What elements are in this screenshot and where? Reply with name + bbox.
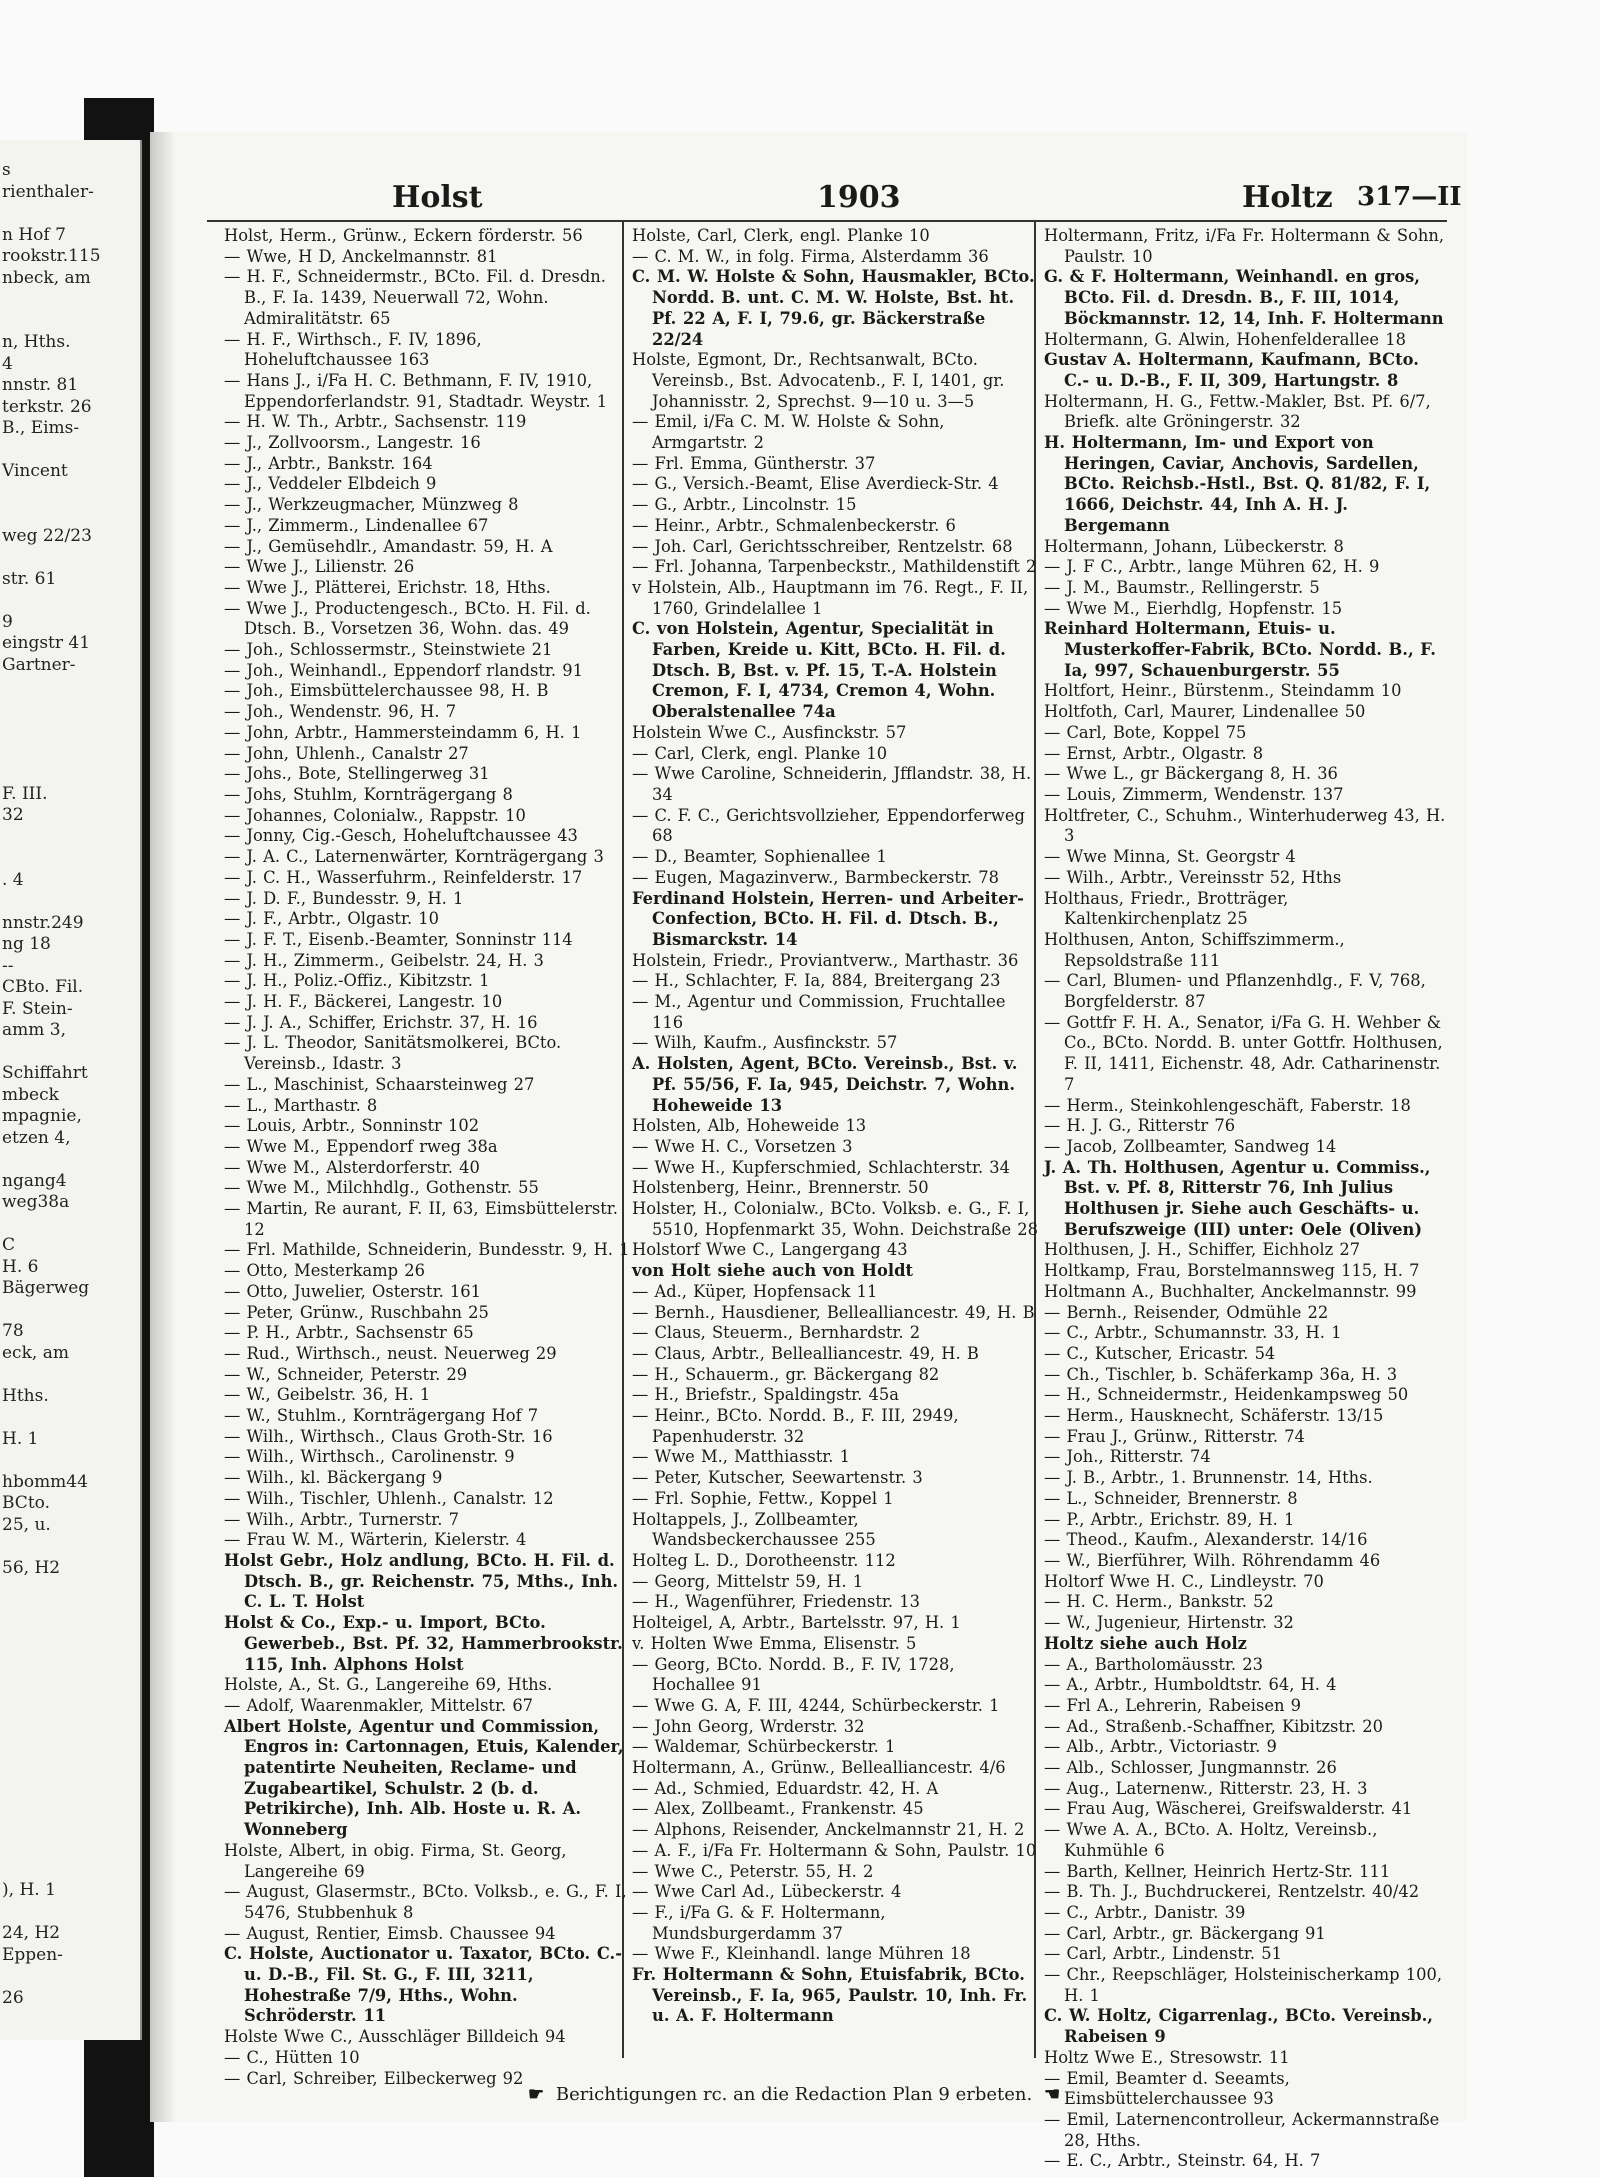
directory-entry: — Chr., Reepschläger, Holsteinischerkamp 100, H. 1 — [1044, 1965, 1443, 2005]
directory-entry: — H., Schlachter, F. Ia, 884, Breitergang 23 — [632, 971, 1001, 991]
directory-entry: — J., Veddeler Elbdeich 9 — [224, 474, 437, 494]
facing-page-text: F. Stein- — [2, 998, 73, 1019]
page-footer — [522, 2084, 1222, 2114]
directory-entry: — Wwe H. C., Vorsetzen 3 — [632, 1136, 853, 1156]
directory-entry: — John, Uhlenh., Canalstr 27 — [224, 743, 469, 763]
directory-entry: Holstein Wwe C., Ausfinckstr. 57 — [632, 722, 907, 742]
directory-entry: — Frl. Johanna, Tarpenbeckstr., Mathildenstift 2 — [632, 557, 1037, 577]
directory-entry: Holthusen, J. H., Schiffer, Eichholz 27 — [1044, 1240, 1361, 1260]
facing-page-text: eingstr 41 — [2, 633, 91, 653]
facing-page-text: 9 — [2, 611, 13, 632]
facing-page-text: Schiffahrt — [2, 1063, 88, 1083]
directory-entry: — J. F., Arbtr., Olgastr. 10 — [224, 909, 440, 929]
directory-entry: C. M. W. Holste & Sohn, Hausmakler, BCto. Nordd. B. unt. C. M. W. Holste, Bst. ht. Pf. 22 A, F. I, 79.6, gr. Bäckerstraße 22/24 — [632, 267, 1035, 349]
pointing-hand-icon: ☛ — [528, 2084, 545, 2105]
directory-entry: Holtz siehe auch Holz — [1044, 1633, 1247, 1653]
directory-entry: — Ad., Schmied, Eduardstr. 42, H. A — [632, 1778, 939, 1798]
facing-page-text: Hths. — [2, 1385, 49, 1406]
directory-entry: — Frau W. M., Wärterin, Kielerstr. 4 — [224, 1530, 527, 1550]
directory-entry: H. Holtermann, Im- und Export von Heringen, Caviar, Anchovis, Sardellen, BCto. Reichsb.-Hstl., Bst. Q. 81/82, F. I, 1666, Deichstr. 44, Inh A. H. J. Bergemann — [1044, 433, 1431, 535]
directory-entry: Holstenberg, Heinr., Brennerstr. 50 — [632, 1178, 929, 1198]
directory-entry: — H., Briefstr., Spaldingstr. 45a — [632, 1385, 899, 1405]
directory-entry: — Wwe Minna, St. Georgstr 4 — [1044, 847, 1296, 867]
column-2 — [632, 226, 1040, 2056]
facing-page-text: Bägerweg — [2, 1278, 90, 1298]
directory-entry: A. Holsten, Agent, BCto. Vereinsb., Bst. v. Pf. 55/56, F. Ia, 945, Deichstr. 7, Wohn. Hoheweide 13 — [632, 1054, 1018, 1115]
directory-entry: — A., Arbtr., Humboldtstr. 64, H. 4 — [1044, 1675, 1337, 1695]
directory-entry: — Peter, Grünw., Ruschbahn 25 — [224, 1302, 489, 1322]
facing-page-text: H. 6 — [2, 1256, 39, 1277]
directory-entry: — J. F C., Arbtr., lange Mühren 62, H. 9 — [1044, 557, 1380, 577]
facing-page-text: ngang4 — [2, 1170, 67, 1191]
directory-entry: Holsten, Alb, Hoheweide 13 — [632, 1116, 867, 1136]
directory-entry: — Emil, i/Fa C. M. W. Holste & Sohn, Armgartstr. 2 — [632, 412, 945, 453]
directory-entry: — Ad., Straßenb.-Schaffner, Kibitzstr. 20 — [1044, 1716, 1384, 1736]
directory-entry: — Jacob, Zollbeamter, Sandweg 14 — [1044, 1136, 1337, 1156]
directory-entry: — H. W. Th., Arbtr., Sachsenstr. 119 — [224, 412, 527, 432]
directory-entry: — C., Arbtr., Danistr. 39 — [1044, 1902, 1246, 1922]
directory-entry: — Martin, Re aurant, F. II, 63, Eimsbüttelerstr. 12 — [224, 1199, 618, 1239]
directory-entry: Holtermann, Johann, Lübeckerstr. 8 — [1044, 536, 1344, 556]
directory-page — [150, 132, 1467, 2171]
facing-page-text: H. 1 — [2, 1428, 39, 1449]
facing-page-text: str. 61 — [2, 568, 57, 589]
directory-entry: — Eugen, Magazinverw., Barmbeckerstr. 78 — [632, 867, 999, 887]
directory-entry: — A., Bartholomäusstr. 23 — [1044, 1654, 1263, 1674]
directory-entry: — Carl, Clerk, engl. Planke 10 — [632, 743, 888, 763]
facing-page-fragment — [0, 140, 142, 2040]
facing-page-text: rookstr.115 — [2, 246, 101, 266]
directory-entry: — Heinr., Arbtr., Schmalenbeckerstr. 6 — [632, 515, 956, 535]
directory-entry: — J. C. H., Wasserfuhrm., Reinfelderstr. 17 — [224, 867, 583, 887]
directory-entry: — August, Glasermstr., BCto. Volksb., e. G., F. I, 5476, Stubbenhuk 8 — [224, 1882, 627, 1922]
directory-entry: — Claus, Arbtr., Bellealliancestr. 49, H. B — [632, 1343, 979, 1363]
directory-entry: Holtorf Wwe H. C., Lindleystr. 70 — [1044, 1571, 1324, 1591]
directory-entry: — Wilh., Tischler, Uhlenh., Canalstr. 12 — [224, 1488, 554, 1508]
facing-page-text: CBto. Fil. — [2, 977, 84, 997]
directory-entry: — Joh., Ritterstr. 74 — [1044, 1447, 1211, 1467]
directory-entry: — Ernst, Arbtr., Olgastr. 8 — [1044, 743, 1264, 763]
directory-entry: Holste, Carl, Clerk, engl. Planke 10 — [632, 226, 930, 245]
directory-entry: — E. C., Arbtr., Steinstr. 64, H. 7 — [1044, 2151, 1321, 2171]
directory-entry: J. A. Th. Holthusen, Agentur u. Commiss., Bst. v. Pf. 8, Ritterstr 76, Inh Julius Holthusen jr. Siehe auch Geschäfts- u. Berufszweige (III) unter: Oele (Oliven) — [1044, 1157, 1431, 1239]
pointing-hand-icon: ☚ — [1043, 2084, 1061, 2105]
directory-entry: — Wilh., Wirthsch., Claus Groth-Str. 16 — [224, 1426, 553, 1446]
directory-entry: G. & F. Holtermann, Weinhandl. en gros, BCto. Fil. d. Dresdn. B., F. III, 1014, Böckmannstr. 12, 14, Inh. F. Holtermann — [1044, 267, 1444, 328]
directory-entry: Holste, A., St. G., Langereihe 69, Hths. — [224, 1675, 553, 1695]
directory-entry: Holtfreter, C., Schuhm., Winterhuderweg 43, H. 3 — [1044, 805, 1446, 846]
directory-entry: — Johs., Bote, Stellingerweg 31 — [224, 764, 490, 784]
directory-entry: — P., Arbtr., Erichstr. 89, H. 1 — [1044, 1509, 1295, 1529]
directory-entry: — J., Zollvoorsm., Langestr. 16 — [224, 433, 481, 453]
directory-entry: Holtkamp, Frau, Borstelmannsweg 115, H. 7 — [1044, 1261, 1420, 1281]
directory-entry: — Peter, Kutscher, Seewartenstr. 3 — [632, 1468, 923, 1488]
facing-page-text: n, Hths. — [2, 332, 71, 352]
directory-entry: — Theod., Kaufm., Alexanderstr. 14/16 — [1044, 1530, 1368, 1550]
directory-entry: — C. M. W., in folg. Firma, Alsterdamm 36 — [632, 246, 989, 266]
directory-entry: — G., Versich.-Beamt, Elise Averdieck-Str. 4 — [632, 474, 999, 494]
facing-page-text: Vincent — [2, 461, 68, 481]
directory-entry: — Ch., Tischler, b. Schäferkamp 36a, H. 3 — [1044, 1364, 1398, 1384]
directory-entry: — Otto, Juwelier, Osterstr. 161 — [224, 1281, 482, 1301]
facing-page-text: 32 — [2, 805, 24, 825]
facing-page-text: 4 — [2, 353, 13, 374]
facing-page-text: nbeck, am — [2, 267, 91, 288]
directory-entry: C. von Holstein, Agentur, Specialität in Farben, Kreide u. Kitt, BCto. H. Fil. d. Dtsch. B, Bst. v. Pf. 15, T.-A. Holstein Cremon, F. I, 4734, Cremon 4, Wohn. Oberalstenallee 74a — [632, 619, 1006, 722]
facing-page-text: -- — [2, 955, 14, 976]
directory-entry: — Emil, Laternencontrolleur, Ackermannstraße 28, Hths. — [1044, 2109, 1440, 2150]
directory-entry: — Georg, BCto. Nordd. B., F. IV, 1728, Hochallee 91 — [632, 1654, 955, 1695]
facing-page-text: . 4 — [2, 869, 24, 890]
directory-entry: — Alb., Schlosser, Jungmannstr. 26 — [1044, 1758, 1337, 1778]
directory-entry: — W., Bierführer, Wilh. Röhrendamm 46 — [1044, 1551, 1381, 1570]
directory-entry: — J. A. C., Laternenwärter, Kornträgergang 3 — [224, 847, 604, 867]
directory-entry: Albert Holste, Agentur und Commission, Engros in: Cartonnagen, Etuis, Kalender, patentirte Neuheiten, Reclame- und Zugabeartikel, Schulstr. 2 (b. d. Petrikirche), Inh. Alb. Hoste u. R. A. Wonneberg — [224, 1716, 624, 1840]
directory-entry: — J. J. A., Schiffer, Erichstr. 37, H. 16 — [224, 1012, 538, 1032]
directory-entry: — John Georg, Wrderstr. 32 — [632, 1716, 865, 1736]
directory-entry: — Joh. Carl, Gerichtsschreiber, Rentzelstr. 68 — [632, 536, 1013, 556]
directory-entry: — C., Kutscher, Ericastr. 54 — [1044, 1343, 1276, 1363]
header-last-name: Holtz — [1242, 180, 1333, 215]
facing-page-text: 25, u. — [2, 1514, 51, 1535]
directory-entry: — Georg, Mittelstr 59, H. 1 — [632, 1571, 864, 1591]
directory-entry: Holtappels, J., Zollbeamter, Wandsbeckerchaussee 255 — [632, 1509, 876, 1550]
directory-entry: — Wwe J., Productengesch., BCto. H. Fil. d. Dtsch. B., Vorsetzen 36, Wohn. das. 49 — [224, 598, 591, 639]
directory-entry: — J., Werkzeugmacher, Münzweg 8 — [224, 495, 519, 515]
directory-entry: — John, Arbtr., Hammersteindamm 6, H. 1 — [224, 722, 582, 742]
directory-entry: — A. F., i/Fa Fr. Holtermann & Sohn, Paulstr. 10 — [632, 1840, 1037, 1860]
directory-entry: — Wwe A. A., BCto. A. Holtz, Vereinsb., Kuhmühle 6 — [1044, 1820, 1378, 1860]
directory-entry: C. Holste, Auctionator u. Taxator, BCto. C.- u. D.-B., Fil. St. G., F. III, 3211, Hohestraße 7/9, Hths., Wohn. Schröderstr. 11 — [224, 1944, 622, 2026]
directory-entry: Holste, Albert, in obig. Firma, St. Georg, Langereihe 69 — [224, 1840, 567, 1881]
page-header — [152, 180, 1467, 220]
directory-entry: — L., Marthastr. 8 — [224, 1095, 378, 1115]
directory-entry: Holthusen, Anton, Schiffszimmerm., Repsoldstraße 111 — [1044, 929, 1345, 970]
facing-page-text: eck, am — [2, 1342, 69, 1363]
facing-page-text: nnstr. 81 — [2, 375, 79, 395]
directory-entry: — Wilh., Arbtr., Turnerstr. 7 — [224, 1509, 459, 1529]
directory-entry: — H., Wagenführer, Friedenstr. 13 — [632, 1592, 920, 1612]
directory-entry: — Rud., Wirthsch., neust. Neuerweg 29 — [224, 1343, 557, 1363]
directory-entry: — Frl. Sophie, Fettw., Koppel 1 — [632, 1488, 894, 1508]
directory-entry: v. Holten Wwe Emma, Elisenstr. 5 — [632, 1633, 917, 1653]
directory-entry: Holtfoth, Carl, Maurer, Lindenallee 50 — [1044, 702, 1366, 722]
column-1 — [224, 226, 632, 2088]
directory-entry: — Wwe G. A, F. III, 4244, Schürbeckerstr. 1 — [632, 1695, 1000, 1715]
facing-page-text: Gartner- — [2, 654, 76, 675]
directory-entry: — Emil, Beamter d. Seeamts, Eimsbüttelerchaussee 93 — [1044, 2068, 1290, 2109]
page-number: 317—II — [1357, 182, 1462, 212]
directory-entry: — Frau Aug, Wäscherei, Greifswalderstr. 41 — [1044, 1799, 1413, 1819]
directory-entry: — Claus, Steuerm., Bernhardstr. 2 — [632, 1323, 921, 1343]
directory-entry: — Wwe C., Peterstr. 55, H. 2 — [632, 1861, 874, 1881]
facing-page-text: amm 3, — [2, 1020, 66, 1040]
directory-entry: Holtermann, H. G., Fettw.-Makler, Bst. Pf. 6/7, Briefk. alte Gröningerstr. 32 — [1044, 391, 1431, 432]
directory-entry: — Wilh., kl. Bäckergang 9 — [224, 1468, 443, 1488]
directory-entry: — J. H., Zimmerm., Geibelstr. 24, H. 3 — [224, 950, 544, 970]
directory-entry: — Adolf, Waarenmakler, Mittelstr. 67 — [224, 1695, 534, 1715]
directory-entry: — Frl A., Lehrerin, Rabeisen 9 — [1044, 1695, 1301, 1715]
directory-entry: — Wwe L., gr Bäckergang 8, H. 36 — [1044, 764, 1338, 784]
facing-page-text: 78 — [2, 1321, 24, 1341]
directory-entry: Holst Gebr., Holz andlung, BCto. H. Fil. d. Dtsch. B., gr. Reichenstr. 75, Mths., Inh. C. L. T. Holst — [224, 1551, 619, 1612]
facing-page-text: weg38a — [2, 1192, 70, 1212]
directory-entry: — Johannes, Colonialw., Rappstr. 10 — [224, 805, 526, 825]
directory-entry: v Holstein, Alb., Hauptmann im 76. Regt., F. II, 1760, Grindelallee 1 — [632, 577, 1029, 618]
directory-entry: — Herm., Steinkohlengeschäft, Faberstr. 18 — [1044, 1095, 1411, 1115]
facing-page-text: mpagnie, — [2, 1106, 82, 1126]
directory-entry: — Alphons, Reisender, Anckelmannstr 21, H. 2 — [632, 1820, 1025, 1840]
directory-entry: — Wilh., Arbtr., Vereinsstr 52, Hths — [1044, 867, 1342, 887]
directory-entry: — J. F. T., Eisenb.-Beamter, Sonninstr 114 — [224, 929, 573, 949]
directory-entry: — J. M., Baumstr., Rellingerstr. 5 — [1044, 577, 1320, 597]
directory-entry: — Herm., Hausknecht, Schäferstr. 13/15 — [1044, 1406, 1384, 1426]
directory-entry: — J., Arbtr., Bankstr. 164 — [224, 453, 433, 473]
directory-entry: — Joh., Wendenstr. 96, H. 7 — [224, 702, 457, 722]
directory-entry: — W., Jugenieur, Hirtenstr. 32 — [1044, 1613, 1294, 1633]
facing-page-text: C — [2, 1235, 16, 1255]
directory-entry: — L., Schneider, Brennerstr. 8 — [1044, 1488, 1298, 1508]
directory-entry: Holstorf Wwe C., Langergang 43 — [632, 1240, 908, 1260]
facing-page-text: nnstr.249 — [2, 912, 84, 933]
directory-entry: — H. F., Schneidermstr., BCto. Fil. d. Dresdn. B., F. Ia. 1439, Neuerwall 72, Wohn. Admiralitätstr. 65 — [224, 267, 606, 328]
directory-entry: Holtermann, Fritz, i/Fa Fr. Holtermann & Sohn, Paulstr. 10 — [1044, 226, 1445, 266]
directory-entry: — Carl, Blumen- und Pflanzenhdlg., F. V, 768, Borgfelderstr. 87 — [1044, 971, 1426, 1012]
directory-entry: — Gottfr F. H. A., Senator, i/Fa G. H. Wehber & Co., BCto. Nordd. B. unter Gottfr. Holthusen, F. II, 1411, Eichenstr. 48, Adr. Catharinenstr. 7 — [1044, 1012, 1443, 1094]
directory-entry: — Waldemar, Schürbeckerstr. 1 — [632, 1737, 896, 1757]
directory-entry: — F., i/Fa G. & F. Holtermann, Mundsburgerdamm 37 — [632, 1902, 886, 1943]
directory-entry: — Wwe, H D, Anckelmannstr. 81 — [224, 246, 498, 266]
directory-entry: — H., Schneidermstr., Heidenkampsweg 50 — [1044, 1385, 1409, 1405]
directory-entry: — Wwe M., Alsterdorferstr. 40 — [224, 1157, 480, 1177]
directory-entry: — Wilh, Kaufm., Ausfinckstr. 57 — [632, 1033, 898, 1053]
directory-entry: — P. H., Arbtr., Sachsenstr 65 — [224, 1323, 474, 1343]
directory-entry: Holste, Egmont, Dr., Rechtsanwalt, BCto. Vereinsb., Bst. Advocatenb., F. I, 1401, gr. Johannisstr. 2, Sprechst. 9—10 u. 3—5 — [632, 350, 1005, 411]
directory-entry: — L., Maschinist, Schaarsteinweg 27 — [224, 1074, 535, 1094]
directory-entry: — Louis, Arbtr., Sonninstr 102 — [224, 1116, 480, 1136]
facing-page-text: ), H. 1 — [2, 1880, 56, 1900]
directory-entry: — Joh., Schlossermstr., Steinstwiete 21 — [224, 640, 553, 660]
directory-entry: Holtfort, Heinr., Bürstenm., Steindamm 10 — [1044, 681, 1402, 701]
directory-entry: — Frl. Mathilde, Schneiderin, Bundesstr. 9, H. 1 — [224, 1240, 630, 1260]
directory-entry: Holtermann, A., Grünw., Bellealliancestr. 4/6 — [632, 1758, 1006, 1778]
directory-entry: — Barth, Kellner, Heinrich Hertz-Str. 111 — [1044, 1861, 1391, 1881]
directory-entry: — H. C. Herm., Bankstr. 52 — [1044, 1592, 1274, 1612]
directory-entry: Gustav A. Holtermann, Kaufmann, BCto. C.- u. D.-B., F. II, 309, Hartungstr. 8 — [1044, 350, 1419, 390]
facing-page-text: ng 18 — [2, 934, 51, 954]
directory-entry: — Jonny, Cig.-Gesch, Hoheluftchaussee 43 — [224, 826, 578, 846]
directory-entry: Reinhard Holtermann, Etuis- u. Musterkoffer-Fabrik, BCto. Nordd. B., F. Ia, 997, Schauenburgerstr. 55 — [1044, 619, 1436, 680]
facing-page-text: terkstr. 26 — [2, 396, 92, 417]
directory-entry: — C., Arbtr., Schumannstr. 33, H. 1 — [1044, 1323, 1342, 1343]
directory-entry: Ferdinand Holstein, Herren- und Arbeiter-Confection, BCto. H. Fil. d. Dtsch. B., Bismarckstr. 14 — [632, 888, 1024, 949]
directory-entry: Holstein, Friedr., Proviantverw., Marthastr. 36 — [632, 950, 1019, 970]
directory-entry: — Frl. Emma, Güntherstr. 37 — [632, 453, 876, 473]
directory-entry: — J., Zimmerm., Lindenallee 67 — [224, 515, 489, 535]
directory-entry: — Bernh., Hausdiener, Bellealliancestr. 49, H. B — [632, 1302, 1035, 1322]
facing-page-text: rienthaler- — [2, 181, 94, 202]
directory-entry: — J., Gemüsehdlr., Amandastr. 59, H. A — [224, 536, 553, 556]
directory-entry: — Joh., Weinhandl., Eppendorf rlandstr. 91 — [224, 660, 583, 680]
directory-entry: — Heinr., BCto. Nordd. B., F. III, 2949, Papenhuderstr. 32 — [632, 1406, 959, 1446]
directory-entry: — J. L. Theodor, Sanitätsmolkerei, BCto. Vereinsb., Idastr. 3 — [224, 1033, 562, 1074]
directory-entry: — Ad., Küper, Hopfensack 11 — [632, 1281, 878, 1301]
directory-entry: Holste Wwe C., Ausschläger Billdeich 94 — [224, 2027, 566, 2047]
directory-entry: Holtz Wwe E., Stresowstr. 11 — [1044, 2047, 1290, 2067]
directory-entry: — H. J. G., Ritterstr 76 — [1044, 1116, 1236, 1136]
facing-page-text: BCto. — [2, 1493, 50, 1513]
header-year: 1903 — [817, 180, 901, 215]
directory-entry: — Aug., Laternenw., Ritterstr. 23, H. 3 — [1044, 1778, 1368, 1798]
directory-entry: — Hans J., i/Fa H. C. Bethmann, F. IV, 1910, Eppendorferlandstr. 91, Stadtadr. Weystr. 1 — [224, 370, 608, 411]
directory-entry: — Louis, Zimmerm, Wendenstr. 137 — [1044, 784, 1344, 804]
directory-entry: Holthaus, Friedr., Brotträger, Kaltenkirchenplatz 25 — [1044, 888, 1289, 929]
directory-entry: — J. B., Arbtr., 1. Brunnenstr. 14, Hths. — [1044, 1468, 1373, 1488]
facing-page-text: mbeck — [2, 1084, 59, 1105]
directory-entry: — J. H., Poliz.-Offiz., Kibitzstr. 1 — [224, 971, 490, 991]
directory-entry: Holteigel, A, Arbtr., Bartelsstr. 97, H. 1 — [632, 1613, 961, 1633]
directory-entry: — G., Arbtr., Lincolnstr. 15 — [632, 495, 857, 515]
directory-entry: — Wwe M., Matthiasstr. 1 — [632, 1447, 850, 1467]
directory-entry: — Wwe M., Milchhdlg., Gothenstr. 55 — [224, 1178, 539, 1198]
directory-entry: — Bernh., Reisender, Odmühle 22 — [1044, 1302, 1329, 1322]
directory-entry: Holtermann, G. Alwin, Hohenfelderallee 18 — [1044, 329, 1406, 349]
facing-page-text: etzen 4, — [2, 1127, 71, 1148]
directory-entry: — J. H. F., Bäckerei, Langestr. 10 — [224, 992, 503, 1012]
facing-page-text: F. III. — [2, 783, 48, 804]
directory-entry: — Wwe J., Plätterei, Erichstr. 18, Hths. — [224, 577, 551, 597]
facing-page-text: s — [2, 160, 11, 180]
directory-entry: — M., Agentur und Commission, Fruchtallee 116 — [632, 992, 1006, 1032]
directory-entry: von Holt siehe auch von Holdt — [632, 1261, 913, 1281]
facing-page-text: B., Eims- — [2, 418, 80, 438]
directory-entry: Holst, Herm., Grünw., Eckern förderstr. 56 — [224, 226, 583, 245]
directory-entry: — Wwe M., Eppendorf rweg 38a — [224, 1136, 498, 1156]
directory-entry: — C., Hütten 10 — [224, 2047, 360, 2067]
facing-page-text: 26 — [2, 1987, 24, 2008]
facing-page-text: hbomm44 — [2, 1471, 88, 1492]
directory-entry: — J. D. F., Bundesstr. 9, H. 1 — [224, 888, 464, 908]
directory-entry: Holster, H., Colonialw., BCto. Volksb. e. G., F. I, 5510, Hopfenmarkt 35, Wohn. Deichstraße 28 — [632, 1199, 1038, 1239]
directory-entry: — Carl, Bote, Koppel 75 — [1044, 722, 1247, 742]
facing-page-text: Eppen- — [2, 1944, 63, 1965]
directory-entry: — D., Beamter, Sophienallee 1 — [632, 847, 887, 867]
directory-entry: — W., Stuhlm., Kornträgergang Hof 7 — [224, 1406, 539, 1426]
facing-page-text: 56, H2 — [2, 1557, 61, 1578]
directory-entry: — Johs, Stuhlm, Kornträgergang 8 — [224, 784, 513, 804]
directory-entry: — Alb., Arbtr., Victoriastr. 9 — [1044, 1737, 1277, 1757]
directory-entry: — Wwe J., Lilienstr. 26 — [224, 557, 415, 577]
directory-entry: — Wwe H., Kupferschmied, Schlachterstr. 34 — [632, 1157, 1011, 1177]
directory-entry: — Wilh., Wirthsch., Carolinenstr. 9 — [224, 1447, 515, 1467]
directory-entry: — Carl, Schreiber, Eilbeckerweg 92 — [224, 2068, 524, 2088]
directory-entry: C. W. Holtz, Cigarrenlag., BCto. Vereinsb., Rabeisen 9 — [1044, 2006, 1433, 2047]
facing-page-text: 24, H2 — [2, 1923, 61, 1943]
directory-entry: — H. F., Wirthsch., F. IV, 1896, Hoheluftchaussee 163 — [224, 329, 482, 370]
directory-entry: Holtmann A., Buchhalter, Anckelmannstr. 99 — [1044, 1281, 1417, 1301]
directory-entry: — H., Schauerm., gr. Bäckergang 82 — [632, 1364, 940, 1384]
directory-entry: — Alex, Zollbeamt., Frankenstr. 45 — [632, 1799, 924, 1819]
directory-entry: — Carl, Arbtr., Lindenstr. 51 — [1044, 1944, 1282, 1964]
directory-entry: Fr. Holtermann & Sohn, Etuisfabrik, BCto. Vereinsb., F. Ia, 965, Paulstr. 10, Inh. Fr. u. A. F. Holtermann — [632, 1965, 1028, 2026]
facing-page-text: n Hof 7 — [2, 224, 66, 245]
column-3 — [1044, 226, 1450, 2171]
directory-entry: — Carl, Arbtr., gr. Bäckergang 91 — [1044, 1923, 1326, 1943]
directory-entry: — Wwe Caroline, Schneiderin, Jfflandstr. 38, H. 34 — [632, 764, 1032, 804]
footer-note: Berichtigungen rc. an die Redaction Plan 9 erbeten. — [555, 2084, 1033, 2105]
directory-entry: — Wwe Carl Ad., Lübeckerstr. 4 — [632, 1882, 902, 1902]
directory-entry: — August, Rentier, Eimsb. Chaussee 94 — [224, 1923, 556, 1943]
directory-entry: — Wwe F., Kleinhandl. lange Mühren 18 — [632, 1944, 971, 1964]
directory-entry: Holst & Co., Exp.- u. Import, BCto. Gewerbeb., Bst. Pf. 32, Hammerbrookstr. 115, Inh. Alphons Holst — [224, 1613, 623, 1674]
directory-entry: — B. Th. J., Buchdruckerei, Rentzelstr. 40/42 — [1044, 1882, 1420, 1902]
directory-entry: — Frau J., Grünw., Ritterstr. 74 — [1044, 1426, 1305, 1446]
header-rule — [207, 220, 1447, 222]
gutter-shadow — [150, 132, 176, 2122]
header-first-name: Holst — [392, 180, 483, 215]
directory-entry: — W., Geibelstr. 36, H. 1 — [224, 1385, 431, 1405]
directory-entry: — Wwe M., Eierhdlg, Hopfenstr. 15 — [1044, 598, 1343, 618]
directory-entry: — C. F. C., Gerichtsvollzieher, Eppendorferweg 68 — [632, 805, 1025, 846]
directory-entry: — W., Schneider, Peterstr. 29 — [224, 1364, 468, 1384]
directory-entry: — Otto, Mesterkamp 26 — [224, 1261, 425, 1281]
directory-entry: — Joh., Eimsbüttelerchaussee 98, H. B — [224, 681, 549, 701]
facing-page-text: weg 22/23 — [2, 525, 92, 546]
directory-entry: Holteg L. D., Dorotheenstr. 112 — [632, 1551, 896, 1570]
